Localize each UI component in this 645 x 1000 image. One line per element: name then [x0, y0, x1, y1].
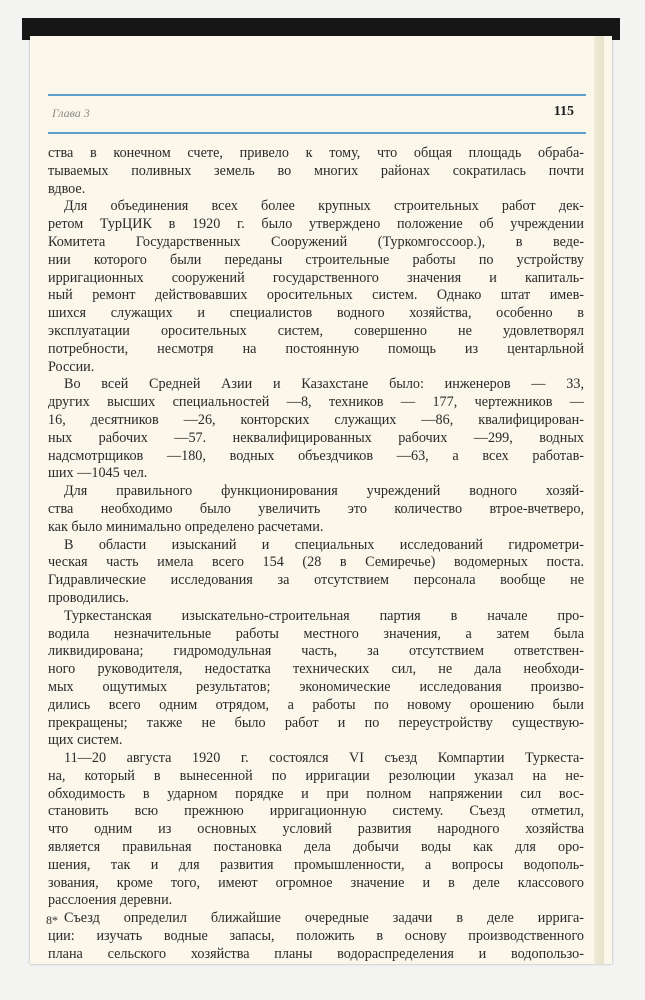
text-line: водила незначительные работы местного значения, а затем была — [48, 625, 584, 642]
text-line: потребности, несмотря на постоянную помощь из центарльной — [48, 340, 584, 357]
text-line: на, который в вынесенной по ирригации резолюции указал на не- — [48, 767, 584, 784]
text-line: России. — [48, 358, 95, 375]
header-rule-top — [48, 94, 586, 96]
text-line: шения, так и для развития промышленности, а вопросы водополь- — [48, 856, 584, 873]
text-line: обходимость в ударном порядке и при полном напряжении сил вос- — [48, 785, 584, 802]
text-line: ретом ТурЦИК в 1920 г. было утверждено положение об учреждении — [48, 216, 584, 233]
running-head: Глава 3 — [52, 106, 90, 120]
signature-mark: 8* — [46, 913, 58, 927]
text-line: ства необходимо было увеличить это количество втрое-вчетверо, — [48, 500, 584, 517]
text-line: шихся служащих и специалистов водного хозяйства, особенно в — [48, 305, 584, 322]
page-edge — [594, 36, 604, 964]
text-line: становить всю прежнюю ирригационную систему. Съезд отметил, — [48, 803, 584, 820]
text-line: ства в конечном счете, привело к тому, что общая площадь обраба- — [48, 145, 584, 161]
text-line: нии которого были переданы строительные работы по устройству — [48, 251, 584, 268]
text-line: мых ощутимых результатов; экономические исследования произво- — [48, 678, 584, 695]
text-line: ции: изучать водные запасы, положить в основу производственного — [48, 928, 584, 945]
text-line: ных рабочих —57. неквалифицированных рабочих —299, водных — [48, 429, 584, 446]
text-line: дились всего одним отрядом, а работы по новому орошению были — [48, 696, 584, 713]
text-line: эксплуатации оросительных систем, совершенно не удовлетворял — [48, 322, 584, 339]
text-line: надсмотрщиков —180, водных объездчиков —63, а всех работав- — [48, 447, 584, 464]
text-line: Туркестанская изыскательно-строительная партия в начале про- — [64, 607, 584, 624]
book-page — [30, 36, 612, 964]
text-line: Для правильного функционирования учреждений водного хозяй- — [64, 483, 584, 500]
text-line: 16, десятников —26, конторских служащих —86, квалифицирован- — [48, 411, 584, 428]
text-line: прекращены; также не было работ и по переустройству существую- — [48, 714, 584, 731]
text-line: ликвидирована; гидромодульная часть, за отсутствием ответствен- — [48, 643, 584, 660]
text-line: В области изысканий и специальных исследований гидрометри- — [64, 536, 584, 553]
text-line: что одним из основных условий развития народного хозяйства — [48, 821, 584, 838]
text-line: как было минимально определено расчетами. — [48, 518, 324, 535]
page-number: 115 — [553, 104, 574, 119]
text-line: 11—20 августа 1920 г. состоялся VI съезд Компартии Туркеста- — [64, 750, 584, 767]
text-line: вдвое. — [48, 180, 86, 197]
text-line: расслоения деревни. — [48, 892, 173, 909]
text-line: зования, кроме того, имеют огромное значение и в деле классового — [48, 874, 584, 891]
text-line: ного руководителя, недостатка технических сил, не дала необходи- — [48, 661, 584, 678]
text-line: ный ремонт действовавших оросительных систем. Однако штат имев- — [48, 287, 584, 304]
text-line: Комитета Государственных Сооружений (Туркомгоссоор.), в веде- — [48, 233, 584, 250]
text-line: других высших специальностей —8, техников — 177, чертежников — — [48, 394, 584, 411]
text-line: щих систем. — [48, 732, 123, 749]
header-rule-bottom — [48, 132, 586, 134]
text-line: является правильная постановка дела добычи воды как для оро- — [48, 839, 584, 856]
text-line: ческая часть имела всего 154 (28 в Семиречье) водомерных поста. — [48, 554, 584, 571]
text-line: Для объединения всех более крупных строительных работ дек- — [64, 198, 584, 215]
text-line: плана сельского хозяйства планы водораспределения и водопользо- — [48, 945, 584, 962]
text-line: Гидравлические исследования за отсутствием персонала вообще не — [48, 572, 584, 589]
text-line: ирригационных сооружений государственного значения и капиталь- — [48, 269, 584, 286]
text-line: проводились. — [48, 589, 129, 606]
text-line: ших —1045 чел. — [48, 465, 148, 482]
text-line: тываемых поливных земель во многих районах сократилась почти — [48, 162, 584, 179]
text-line: Во всей Средней Азии и Казахстане было: инженеров — 33, — [64, 376, 584, 393]
text-line: Съезд определил ближайшие очередные задачи в деле ирригa- — [64, 910, 584, 927]
body-text — [48, 145, 584, 964]
